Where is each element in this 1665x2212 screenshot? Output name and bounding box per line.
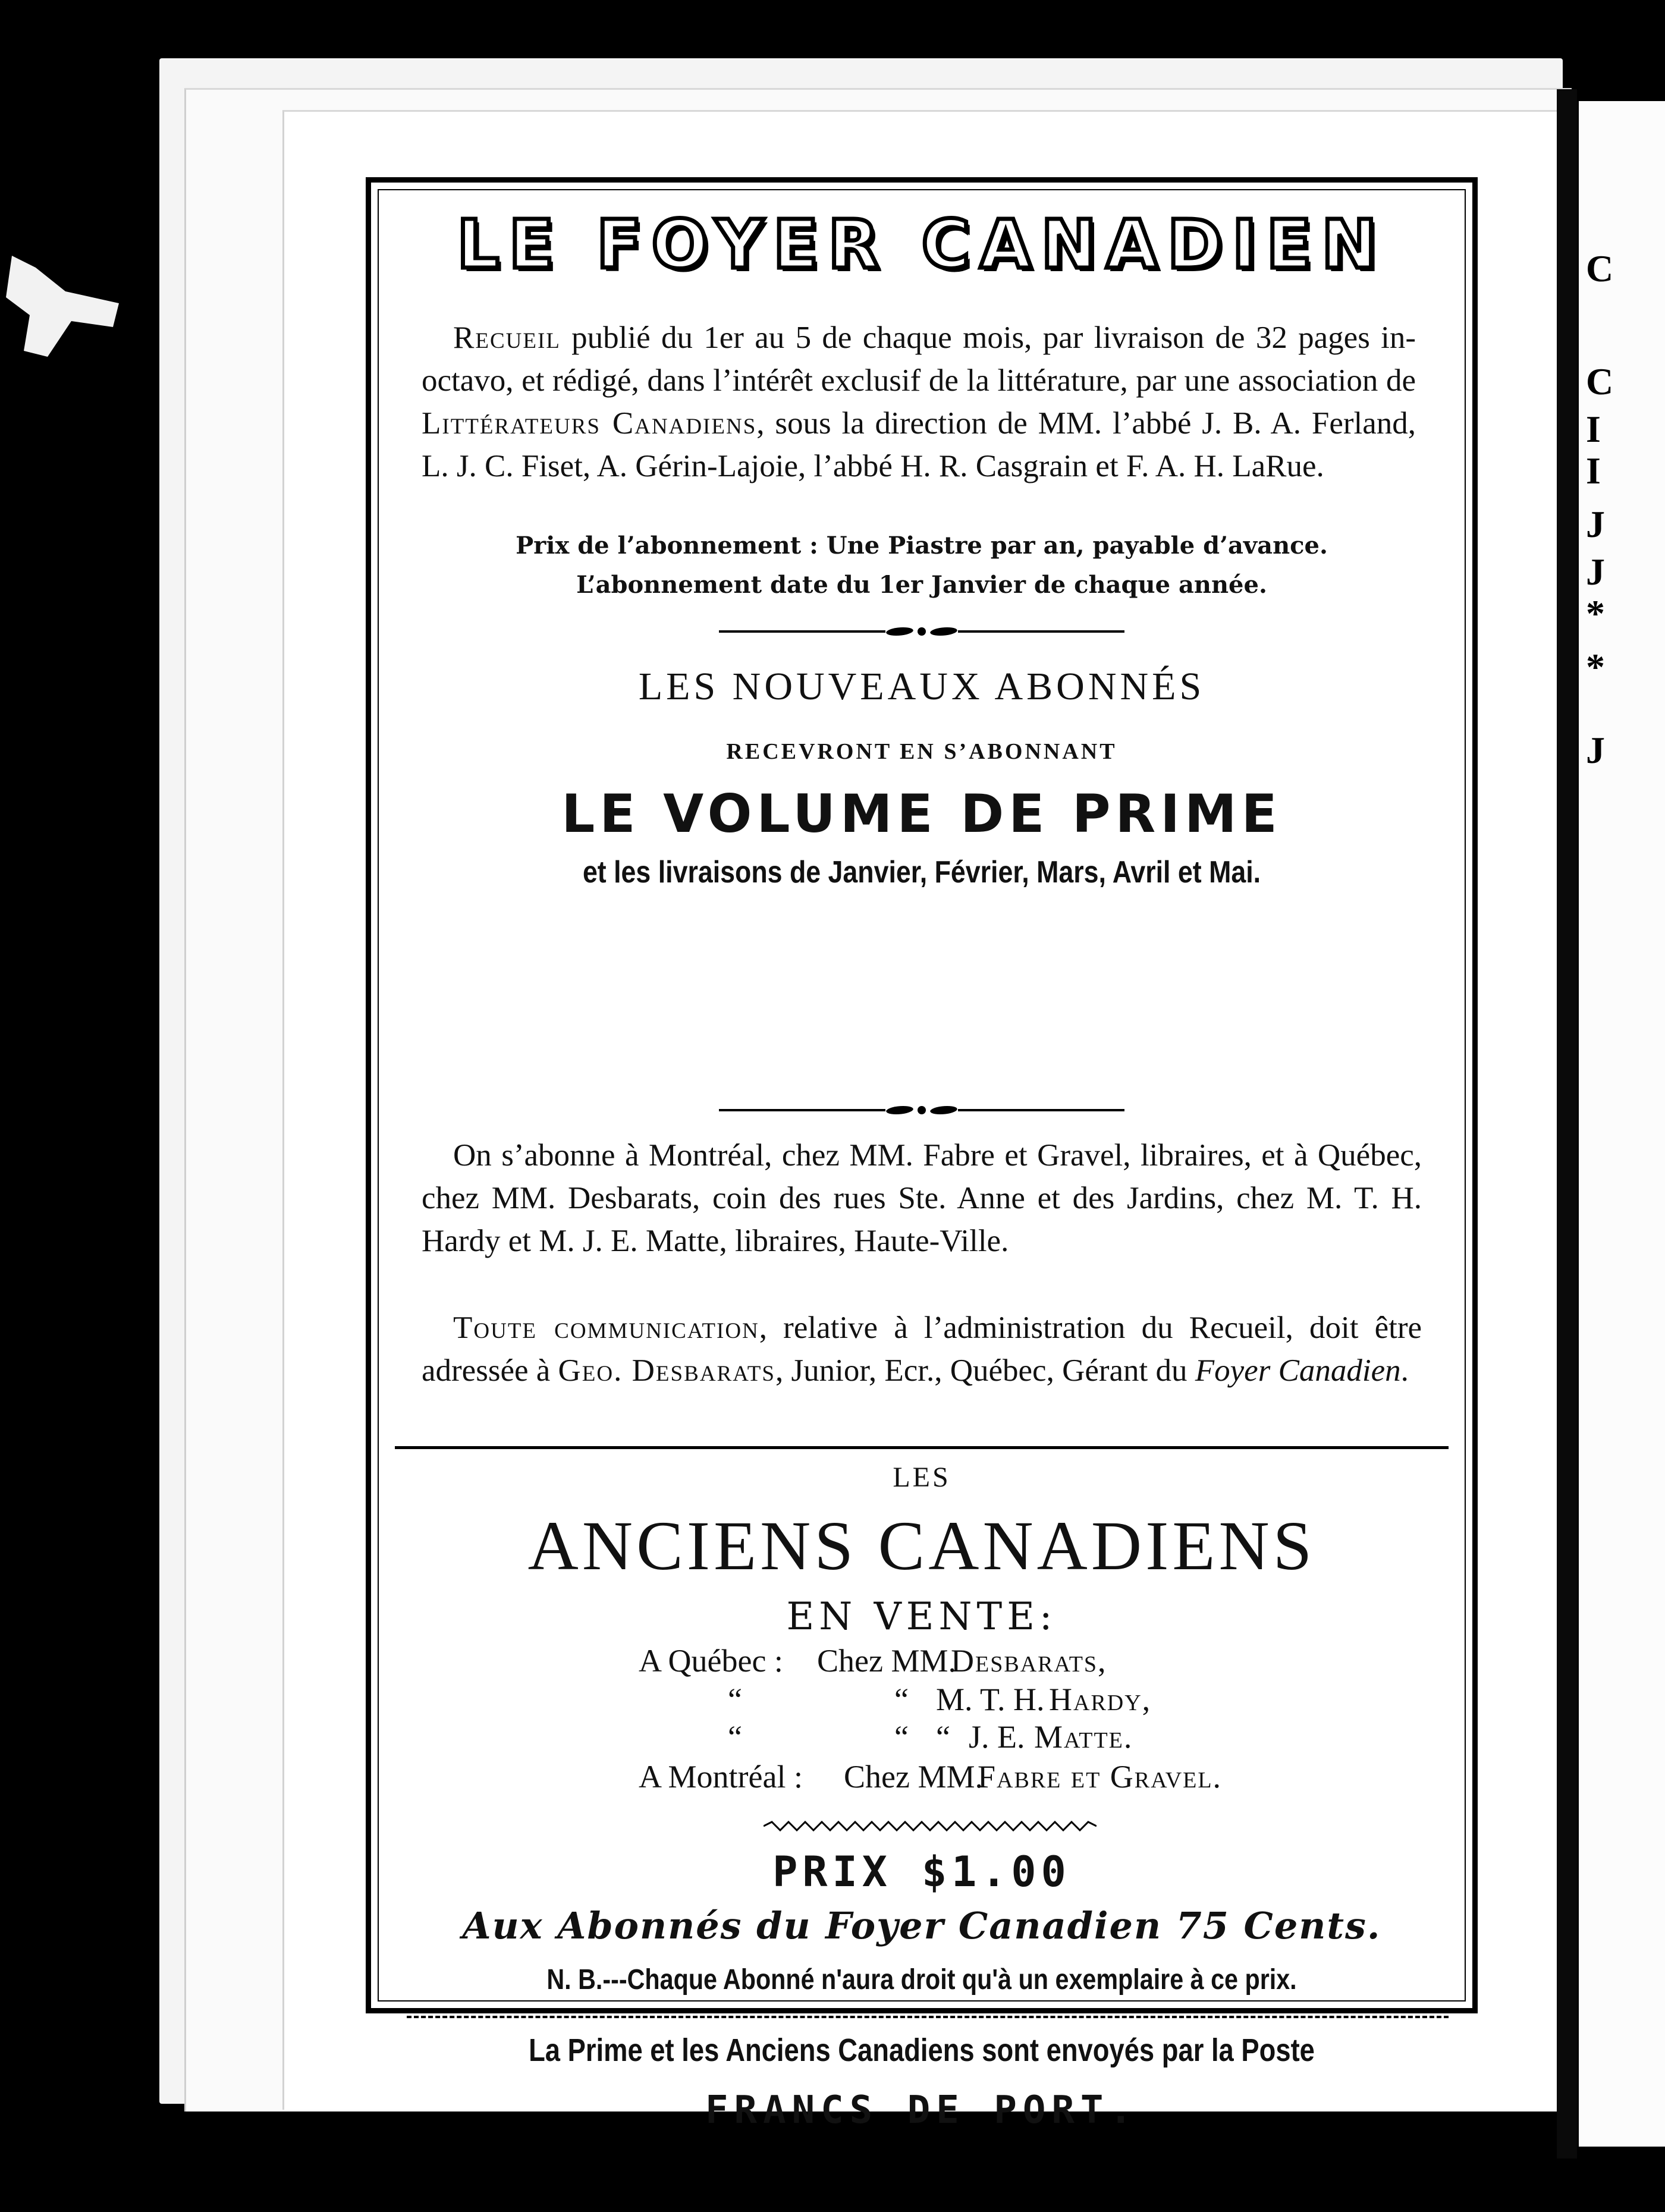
quebec-label: A Québec : xyxy=(639,1643,783,1679)
adjacent-page-edge xyxy=(1579,101,1665,2147)
communication-text-2: , Junior, Ecr., Québec, Gérant du xyxy=(775,1353,1195,1388)
edge-letter: I xyxy=(1586,408,1601,450)
masthead-title: LE FOYER CANADIEN xyxy=(457,206,1387,284)
ditto-mark: “ xyxy=(728,1682,742,1717)
edge-letter: J xyxy=(1586,729,1605,771)
ornament-divider xyxy=(395,1098,1449,1122)
edge-letter: * xyxy=(1586,592,1605,634)
price-heading: PRIX $1.00 xyxy=(772,1847,1071,1896)
hardy-prefix: M. T. H. xyxy=(936,1682,1045,1717)
communication-text-1: , relative à l’administration du Recueil, doit être adressée à xyxy=(422,1311,1422,1388)
communication-paragraph: Toute communication, relative à l’administration du Recueil, doit être adressée à Geo. Desbarats, Junior, Ecr., Québec, Gérant du Foyer Canadien. xyxy=(422,1311,1422,1388)
edge-letter: I xyxy=(1586,450,1601,492)
dashed-rule xyxy=(407,2016,1449,2018)
vendor-desbarats: Desbarats, xyxy=(951,1643,1107,1679)
anciens-les: LES xyxy=(893,1462,951,1493)
receive-line: RECEVRONT EN S’ABONNANT xyxy=(726,739,1117,764)
limit-note: N. B.---Chaque Abonné n'aura droit qu'à un exemplaire à ce prix. xyxy=(546,1964,1297,1996)
ditto-mark: “ xyxy=(728,1719,742,1755)
shipping-line: La Prime et les Anciens Canadiens sont envoyés par la Poste xyxy=(529,2032,1315,2068)
wavy-divider xyxy=(764,1821,1097,1831)
ditto-mark: “ xyxy=(894,1682,909,1717)
intro-association: Littérateurs Canadiens xyxy=(422,406,757,441)
intro-lead: Recueil xyxy=(453,321,561,355)
journal-title: Foyer Canadien xyxy=(1195,1353,1401,1388)
intro-paragraph xyxy=(422,316,1416,488)
ditto-mark: “ xyxy=(894,1719,909,1755)
communication-lead: Toute communication xyxy=(453,1311,759,1345)
vendor-matte: Matte. xyxy=(1034,1719,1133,1755)
subscription-date: L’abonnement date du 1er Janvier de chaque année. xyxy=(576,571,1267,599)
on-sale-heading: EN VENTE: xyxy=(786,1595,1057,1639)
edge-letter: J xyxy=(1586,503,1605,545)
edge-letter: C xyxy=(1586,360,1614,403)
intro-text-1: publié du 1er au 5 de chaque mois, par livraison de 32 pages in-octavo, et rédigé, dans l’intérêt exclusif de la littérature, par une association de xyxy=(422,321,1416,398)
new-subscribers-heading: LES NOUVEAUX ABONNÉS xyxy=(638,665,1205,708)
paper-scrap-mark xyxy=(0,250,125,363)
issues-line: et les livraisons de Janvier, Février, Mars, Avril et Mai. xyxy=(582,855,1261,890)
ditto-mark: “ xyxy=(936,1719,950,1755)
manager-name: Geo. Desbarats xyxy=(558,1353,775,1388)
intro-text-2: , sous la direction de MM. l’abbé J. B. A. Ferland, L. J. C. Fiset, A. Gérin-Lajoie, l’abbé H. R. Casgrain et F. A. H. LaRue. xyxy=(422,406,1416,483)
section-rule xyxy=(395,1446,1449,1449)
edge-letter: C xyxy=(1586,247,1614,290)
free-postage-heading: FRANCS DE PORT. xyxy=(705,2088,1138,2132)
subscriber-price: Aux Abonnés du Foyer Canadien 75 Cents. xyxy=(462,1904,1381,1947)
edge-letter: * xyxy=(1586,646,1605,688)
montreal-label: A Montréal : xyxy=(639,1759,803,1795)
vendor-fabre-gravel: Fabre et Gravel. xyxy=(978,1759,1223,1795)
where-to-subscribe-paragraph xyxy=(422,1134,1422,1262)
anciens-canadiens-title: ANCIENS CANADIENS xyxy=(527,1507,1316,1585)
edge-letter: J xyxy=(1586,551,1605,593)
matte-prefix: J. E. xyxy=(969,1719,1025,1755)
vendor-hardy: Hardy, xyxy=(1049,1682,1152,1717)
ornament-divider xyxy=(395,620,1449,643)
where-text: On s’abonne à Montréal, chez MM. Fabre et Gravel, libraires, et à Québec, chez MM. Desbarats, coin des rues Ste. Anne et des Jardins, chez M. T. H. Hardy et M. J. E. Matte, libraires, Haute-Ville. xyxy=(422,1138,1422,1258)
subscription-price: Prix de l’abonnement : Une Piastre par an, payable d’avance. xyxy=(516,532,1328,560)
page-gutter xyxy=(1557,89,1577,2158)
prime-volume-heading: LE VOLUME DE PRIME xyxy=(561,783,1282,844)
montreal-chez-mm: Chez MM. xyxy=(844,1759,983,1795)
advertisement-content xyxy=(395,183,1449,2132)
advertisement-frame xyxy=(366,177,1478,2132)
quebec-chez-mm: Chez MM. xyxy=(817,1643,956,1679)
